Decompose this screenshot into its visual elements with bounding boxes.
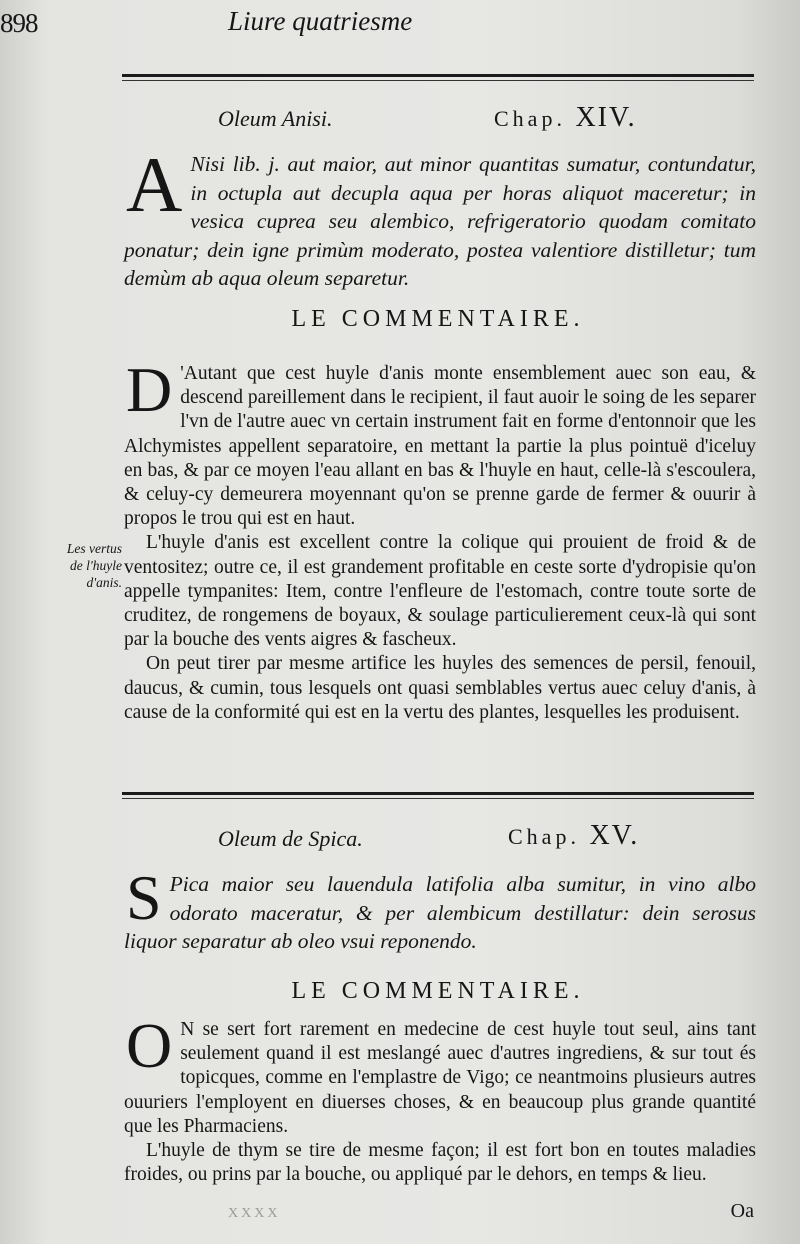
running-title: Liure quatriesme (228, 6, 413, 36)
signature-mark: XXXX (228, 1206, 281, 1221)
chapter-14-paragraph-3: On peut tirer par mesme artifice les huyles des semences de persil, fenouil, daucus, & cumin, tous lesquels ont quasi semblables vertus auec celuy d'anis, à cause de la conformité qui est en la vertu des plantes, lesquelles les produisent. (124, 653, 756, 723)
margin-note-line-3: d'anis. (86, 575, 122, 590)
chapter-14-commentary (124, 354, 756, 725)
chapter-15-latin-title: Oleum de Spica. (218, 826, 363, 851)
chapter-15-latin-text: Pica maior seu lauendula latifolia alba sumitur, in vino albo odorato maceratur, & per alembicum destillatur: dein serosus liquor separatur ab oleo vsui reponendo. (124, 872, 756, 953)
chapter-14-paragraph-1-text: 'Autant que cest huyle d'anis monte ensemblement auec son eau, & descend pareillement dans le recipient, il faut auoir le soing de les separer l'vn de l'autre auec vn certain instrument fait en forme d'entonnoir que les Alchymistes appellent separatoire, en mettant la partie la plus pointuë d'iceluy en bas, & par ce moyen l'eau allant en bas & l'huyle en haut, celle-là s'escoulera, & celuy-cy demeurera moyennant qu'on se prenne garde de fermer & ouurir à propos le trou qui est en haut. (124, 363, 756, 530)
chapter-15-commentary (124, 1010, 756, 1187)
chapter-14-latin-text: Nisi lib. j. aut maior, aut minor quantitas sumatur, contundatur, in octupla aut decupla aqua per horas aliquot maceretur; in vesica cuprea seu alembico, refrigeratorio quodam comitato ponatur; dein igne primùm moderato, postea valentiore distilletur; tum demùm ab aqua oleum separetur. (124, 152, 756, 290)
chapter-14-chap-word: Chap. (494, 106, 566, 131)
margin-note-virtues (42, 540, 122, 591)
page-number: 898 (0, 8, 38, 38)
chapter-14-dropcap: A (126, 141, 183, 228)
catchword: Oa (730, 1200, 754, 1222)
chapter-15-paragraph-2: L'huyle de thym se tire de mesme façon; il est fort bon en toutes maladies froides, ou prins par la bouche, ou appliqué par le dehors, en temps & lieu. (124, 1140, 756, 1186)
chapter-15-chap-word: Chap. (508, 824, 580, 849)
chapter-15-number: XV. (589, 820, 640, 851)
chapter-15-paragraph-1 (124, 1010, 756, 1139)
chapter-14-paragraph-2: L'huyle d'anis est excellent contre la colique qui prouient de froid & de ventositez; outre ce, il est grandement profitable en ceste sorte d'ydropisie qu'on appelle tympanites: Item, contre l'enfleure de l'estomach, contre toute sorte de cruditez, de rongemens de boyaux, & soulage particulierement ceux-là qui sont par la bouche des vents aigres & fascheux. (124, 532, 756, 651)
chapter-15-commentary-heading: LE COMMENTAIRE. (291, 978, 585, 1004)
chapter-15-commentary-dropcap: O (126, 1010, 173, 1081)
chapter-14-label (494, 102, 637, 134)
chapter-14-commentary-heading: LE COMMENTAIRE. (291, 306, 585, 332)
chapter-14-commentary-dropcap: D (126, 354, 173, 425)
running-head (0, 0, 640, 40)
margin-note-line-1: Les vertus (66, 541, 122, 556)
chapter-14-latin-recipe (124, 141, 756, 293)
chapter-14-paragraph-1 (124, 354, 756, 531)
margin-note-line-2: de l'huyle (70, 558, 122, 573)
chapter-15-heading (122, 820, 754, 856)
section-rule (122, 792, 754, 795)
chapter-14-latin-title: Oleum Anisi. (218, 106, 333, 131)
header-rule (122, 74, 754, 77)
chapter-14-number: XIV. (575, 102, 637, 133)
header-rule-thin (122, 80, 754, 81)
chapter-15-latin-recipe (124, 862, 756, 956)
chapter-15-label (508, 820, 639, 852)
chapter-14-heading (122, 102, 754, 138)
chapter-15-paragraph-1-text: N se sert fort rarement en medecine de cest huyle tout seul, ains tant seulement quand il est meslangé auec d'autres ingrediens, & sur tout és topicques, comme en l'emplastre de Vigo; ce neantmoins plusieurs autres ouuriers l'employent en diuerses choses, & en beaucoup plus grande quantité que les Pharmaciens. (124, 1019, 756, 1137)
chapter-15-dropcap: S (126, 862, 162, 933)
section-rule-thin (122, 798, 754, 799)
